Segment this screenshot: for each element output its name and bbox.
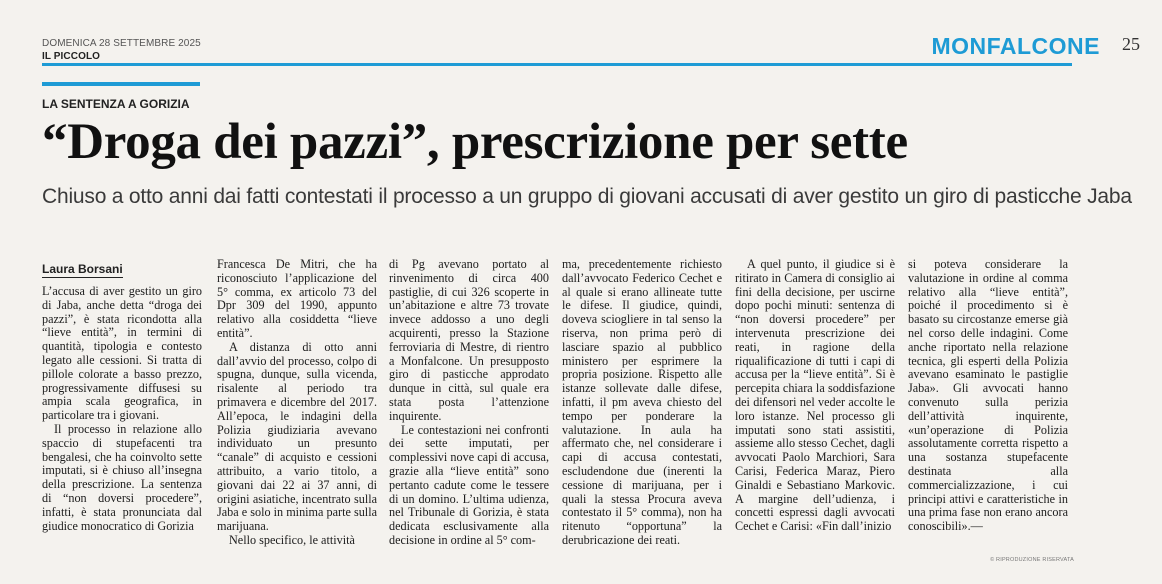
article-column-2 (217, 258, 377, 548)
paragraph: si poteva considerare la valutazione in ordine al comma relativo alla “lieve entità”, poiché il procedimento si è basato su circostanze emerse già nel corso delle indagini. Come anche riportato nella relazione tecnica, gli esperti della Polizia avevano esaminato le pastiglie Jaba». Gli avvocati hanno convenuto sulla perizia dell’attività inquirente, «un’operazione di Polizia assolutamente corretta rispetto a una sostanza stupefacente destinata alla commercializzazione, i cui principi attivi e caratteristiche in una prima fase non erano ancora conoscibili».— (908, 257, 1068, 534)
paragraph: Le contestazioni nei confronti dei sette imputati, per complessivi nove capi di accusa, grazie alla “lieve entità” sono pertanto cadute come le tessere di un domino. L’ultima udienza, nel Tribunale di Gorizia, è stata dedicata esclusivamente alla decisione in ordine al 5° com- (389, 422, 549, 547)
copyright-notice: © RIPRODUZIONE RISERVATA (990, 557, 1074, 563)
header-rule (42, 63, 1072, 66)
paragraph: ma, precedentemente richiesto dall’avvocato Federico Cechet e al quale si erano allineate tutte le difese. Il giudice, quindi, doveva sciogliere in tal senso la riserva, non prima però di lasciare spazio al pubblico ministero per esprimere la propria posizione. Rispetto alle istanze sollevate dalle difese, infatti, il pm aveva chiesto del tempo per ponderare la valutazione. In aula ha affermato che, nel considerare i capi di accusa contestati, escludendone due (inerenti la cessione di marijuana, per i quali la stessa Procura aveva contestato il 5° comma), non ha ritenuto “opportuna” la derubricazione dei reati. (562, 257, 722, 547)
article-column-5 (735, 258, 895, 534)
paragraph: A distanza di otto anni dall’avvio del processo, colpo di spugna, dunque, sulla vicenda, risalente al periodo tra primavera e dicembre del 2017. All’epoca, le indagini della Polizia giudiziaria avevano individuato un presunto “canale” di acquisto e cessioni attribuito, a vario titolo, a giovani dai 22 ai 37 anni, di origini asiatiche, incentrato sulla Jaba e solo in minima parte sulla marijuana. (217, 339, 377, 534)
byline: Laura Borsani (42, 262, 123, 276)
page-number: 25 (1122, 34, 1140, 54)
paragraph: A quel punto, il giudice si è ritirato in Camera di consiglio ai fini della decisione, per uscirne dopo pochi minuti: sentenza di “non doversi procedere” per intervenuta prescrizione dei reati, in ragione della riqualificazione di tutti i capi di accusa per la “lieve entità”. Si è percepita chiara la soddisfazione dei difensori nel veder accolte le loro istanze. Nel processo gli imputati sono stati assistiti, assieme allo stesso Cechet, dagli avvocati Paolo Marchiori, Sara Carisi, Federica Maraz, Piero Ginaldi e Sebastiano Markovic. A margine dell’udienza, i concetti espressi dagli avvocati Cechet e Carisi: «Fin dall’inizio (735, 257, 895, 534)
article-column-4 (562, 258, 722, 548)
article-column-1 (42, 285, 202, 533)
kicker: LA SENTENZA A GORIZIA (42, 97, 190, 111)
paragraph: Il processo in relazione allo spaccio di stupefacenti tra bengalesi, che ha coinvolto sette imputati, si è chiuso all’insegna della prescrizione. La sentenza di “non doversi procedere”, infatti, è stata pronunciata dal giudice monocratico di Gorizia (42, 421, 202, 533)
paragraph: Francesca De Mitri, che ha riconosciuto l’applicazione del 5° comma, ex articolo 73 del Dpr 309 del 1990, appunto relativo alla cosiddetta “lieve entità”. (217, 257, 377, 340)
kicker-accent-bar (42, 82, 200, 86)
paragraph: L’accusa di aver gestito un giro di Jaba, anche detta “droga dei pazzi”, è stata ricondotta alla “lieve entità”, in termini di quantità, tipologia e contesto legato alle cessioni. Si tratta di pillole colorate a basso prezzo, progressivamente diffusesi su ampia scala geografica, in particolare tra i giovani. (42, 284, 202, 423)
paragraph: Nello specifico, le attività (229, 532, 355, 547)
paragraph: di Pg avevano portato al rinvenimento di circa 400 pastiglie, di cui 326 scoperte in un’abitazione e altre 73 trovate invece addosso a uno degli acquirenti, presso la Stazione ferroviaria di Mestre, di rientro a Monfalcone. Un presupposto giro di pasticche approdato dunque in città, sul quale era stata posta l’attenzione inquirente. (389, 257, 549, 423)
newspaper-name: IL PICCOLO (42, 51, 101, 62)
subheadline: Chiuso a otto anni dai fatti contestati il processo a un gruppo di giovani accusati di aver gestito un giro di pasticche Jaba (42, 185, 1132, 208)
masthead-info (42, 37, 201, 63)
issue-date: DOMENICA 28 SETTEMBRE 2025 (42, 38, 201, 49)
section-title: MONFALCONE (931, 33, 1100, 59)
article-column-6 (908, 258, 1068, 534)
article-column-3 (389, 258, 549, 548)
headline: “Droga dei pazzi”, prescrizione per sette (42, 114, 908, 170)
